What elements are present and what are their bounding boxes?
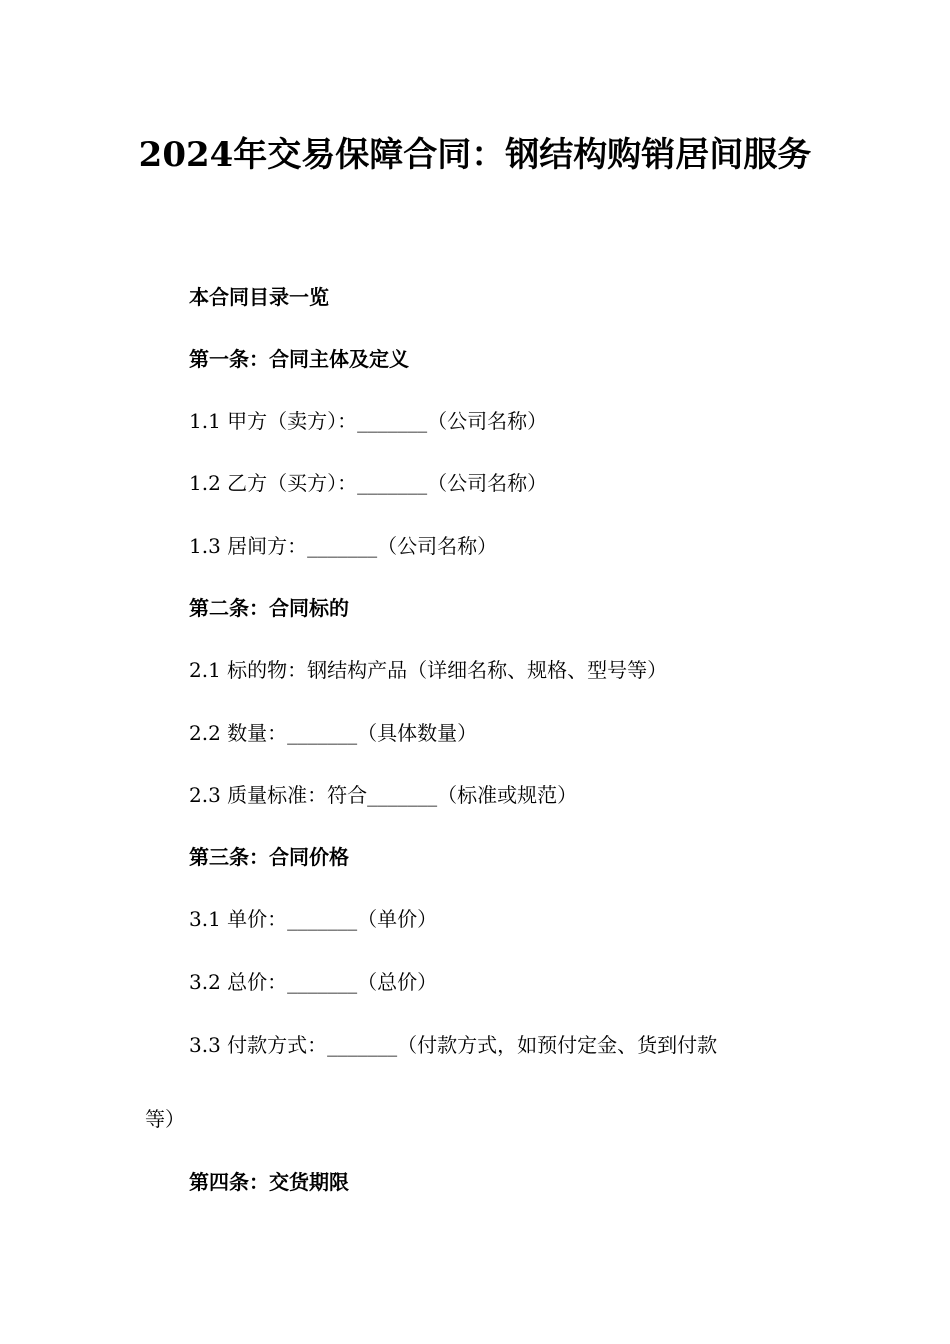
clause-2-3: 2.3 质量标准：符合_______（标准或规范） [189, 783, 578, 807]
section-1-heading: 第一条：合同主体及定义 [189, 347, 409, 371]
clause-3-3-continuation: 等） [145, 1107, 185, 1131]
clause-2-1: 2.1 标的物：钢结构产品（详细名称、规格、型号等） [189, 658, 668, 682]
clause-3-1: 3.1 单价：_______（单价） [189, 907, 438, 931]
clause-3-2: 3.2 总价：_______（总价） [189, 970, 438, 994]
clause-1-2: 1.2 乙方（买方）：_______（公司名称） [189, 471, 548, 495]
clause-2-2: 2.2 数量：_______（具体数量） [189, 721, 478, 745]
clause-3-3: 3.3 付款方式：_______（付款方式，如预付定金、货到付款 [189, 1033, 718, 1057]
document-title: 2024年交易保障合同：钢结构购销居间服务 [138, 135, 812, 175]
clause-1-3: 1.3 居间方：_______（公司名称） [189, 534, 498, 558]
toc-heading: 本合同目录一览 [189, 285, 329, 309]
section-2-heading: 第二条：合同标的 [189, 596, 349, 620]
section-3-heading: 第三条：合同价格 [189, 845, 349, 869]
clause-1-1: 1.1 甲方（卖方）：_______（公司名称） [189, 409, 548, 433]
section-4-heading: 第四条：交货期限 [189, 1170, 349, 1194]
